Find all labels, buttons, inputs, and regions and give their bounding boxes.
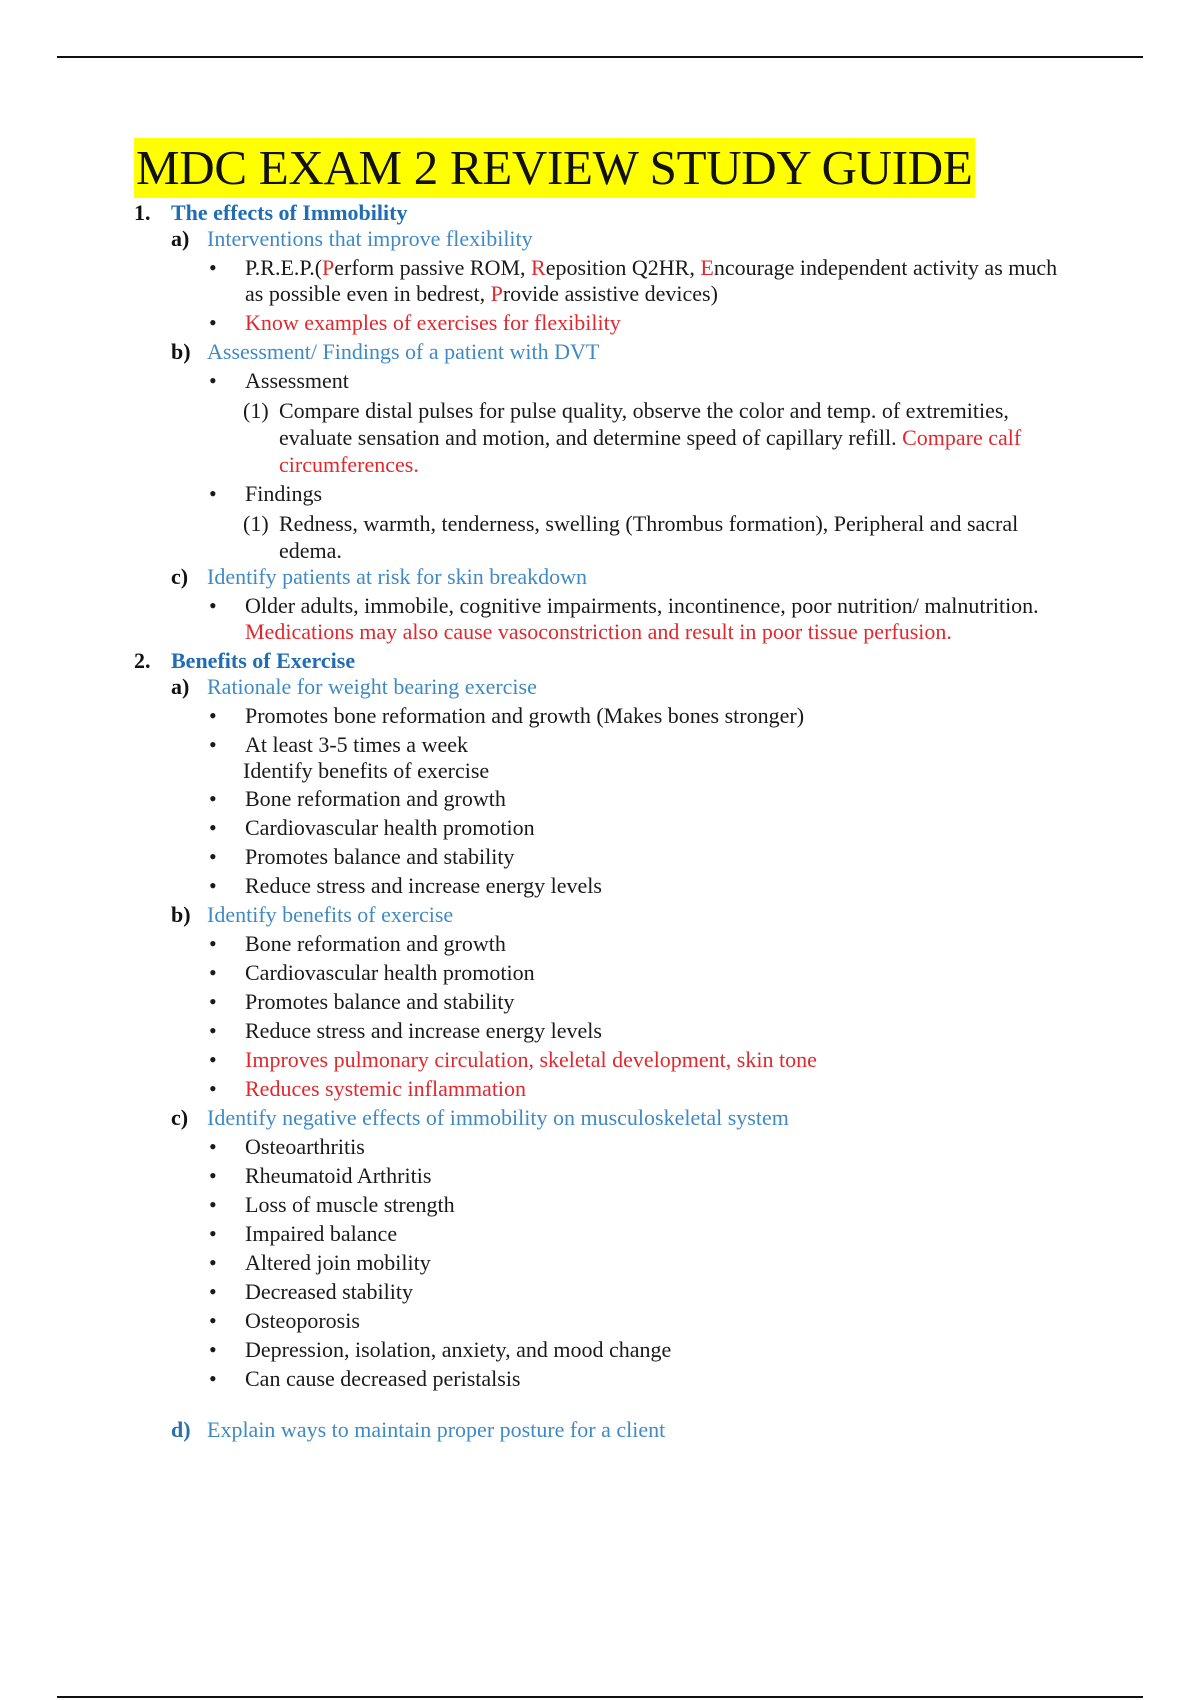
list-item-text: Promotes balance and stability	[245, 844, 515, 869]
bullet-icon: •	[209, 593, 217, 618]
bullet-icon: •	[209, 989, 217, 1014]
list-item	[207, 1192, 1074, 1218]
list-item	[207, 989, 1074, 1015]
item-number: (1)	[243, 398, 269, 423]
numbered-item	[243, 397, 1074, 478]
list-item	[207, 703, 1074, 729]
subsection-title: Identify negative effects of immobility on musculoskeletal system	[207, 1105, 789, 1130]
subsection-letter: d)	[171, 1417, 191, 1442]
bullet-icon: •	[209, 1337, 217, 1362]
bullet-icon: •	[209, 481, 217, 506]
list-item	[207, 1047, 1074, 1073]
list-item	[207, 786, 1074, 812]
bullet-icon: •	[209, 310, 217, 335]
subsection-title: Identify patients at risk for skin breakdown	[207, 564, 588, 589]
list-item-text: Cardiovascular health promotion	[245, 960, 535, 985]
spacer	[134, 1395, 1074, 1417]
prep-text: P.R.E.P.(Perform passive ROM, Reposition Q2HR, Encourage independent activity as much as possible even in bedrest, Provide assistive devices)	[245, 255, 1058, 306]
list-item-text: Can cause decreased peristalsis	[245, 1366, 521, 1391]
subsection-letter: c)	[171, 1105, 189, 1130]
subsection-letter: b)	[171, 339, 191, 364]
item-text: Redness, warmth, tenderness, swelling (Thrombus formation), Peripheral and sacral edema.	[279, 511, 1019, 563]
section-1-heading	[134, 200, 1074, 226]
bullet-icon: •	[209, 1308, 217, 1333]
list-item-text: Assessment	[245, 368, 349, 393]
list-item-text: Bone reformation and growth	[245, 786, 506, 811]
document-title: MDC EXAM 2 REVIEW STUDY GUIDE	[134, 138, 975, 198]
bullet-icon: •	[209, 931, 217, 956]
bullet-icon: •	[209, 786, 217, 811]
list-item	[207, 815, 1074, 841]
list-item-text: Osteoarthritis	[245, 1134, 365, 1159]
list-item	[207, 844, 1074, 870]
subsection-1c-heading	[171, 564, 1074, 590]
document-page	[134, 138, 1074, 1443]
list-item	[207, 1279, 1074, 1305]
bullet-icon: •	[209, 1076, 217, 1101]
list-item-text: Decreased stability	[245, 1279, 413, 1304]
list-item	[207, 1308, 1074, 1334]
list-item	[207, 732, 1074, 758]
subsection-1a-heading	[171, 226, 1074, 252]
bullet-list	[207, 368, 1074, 394]
bullet-icon: •	[209, 368, 217, 393]
section-2-heading	[134, 648, 1074, 674]
bullet-icon: •	[209, 1192, 217, 1217]
list-item-text: Promotes bone reformation and growth (Makes bones stronger)	[245, 703, 805, 728]
list-item-text: Know examples of exercises for flexibility	[245, 310, 621, 335]
bottom-rule	[57, 1696, 1143, 1698]
bullet-icon: •	[209, 1163, 217, 1188]
subsection-2b-heading	[171, 902, 1074, 928]
item-number: (1)	[243, 511, 269, 536]
list-item	[207, 960, 1074, 986]
section-number: 1.	[134, 200, 151, 225]
subsection-title: Interventions that improve flexibility	[207, 226, 533, 251]
bullet-list	[207, 1134, 1074, 1392]
bullet-icon: •	[209, 255, 217, 280]
bullet-icon: •	[209, 732, 217, 757]
section-number: 2.	[134, 648, 151, 673]
list-item-text: Osteoporosis	[245, 1308, 360, 1333]
subsection-title: Assessment/ Findings of a patient with DVT	[207, 339, 600, 364]
list-item	[207, 310, 1074, 336]
bullet-icon: •	[209, 873, 217, 898]
subsection-letter: a)	[171, 674, 190, 699]
list-item-text: Rheumatoid Arthritis	[245, 1163, 432, 1188]
bullet-icon: •	[209, 844, 217, 869]
list-item	[207, 1366, 1074, 1392]
bullet-icon: •	[209, 1366, 217, 1391]
subsection-letter: a)	[171, 226, 190, 251]
subsection-letter: b)	[171, 902, 191, 927]
bullet-icon: •	[209, 960, 217, 985]
bullet-list	[207, 593, 1074, 645]
bullet-list	[207, 931, 1074, 1102]
list-item-text: Promotes balance and stability	[245, 989, 515, 1014]
list-item-text: Depression, isolation, anxiety, and mood change	[245, 1337, 672, 1362]
section-title: Benefits of Exercise	[171, 648, 356, 673]
bullet-icon: •	[209, 1047, 217, 1072]
list-item	[207, 1018, 1074, 1044]
list-item	[207, 1076, 1074, 1102]
list-item	[207, 931, 1074, 957]
item-text: Compare distal pulses for pulse quality, observe the color and temp. of extremities, evaluate sensation and motion, and determine speed of capillary refill. Compare calf circumferences.	[279, 398, 1022, 477]
bullet-list	[207, 481, 1074, 507]
list-item	[207, 1134, 1074, 1160]
list-item-text: Altered join mobility	[245, 1250, 431, 1275]
subsection-2a-heading	[171, 674, 1074, 700]
bullet-icon: •	[209, 1279, 217, 1304]
subsection-letter: c)	[171, 564, 189, 589]
list-item-text: Improves pulmonary circulation, skeletal development, skin tone	[245, 1047, 817, 1072]
bullet-icon: •	[209, 1134, 217, 1159]
list-item	[207, 1221, 1074, 1247]
list-item-text: At least 3-5 times a week	[245, 732, 468, 757]
list-item-text: Findings	[245, 481, 323, 506]
subsection-title: Identify benefits of exercise	[207, 902, 454, 927]
subsection-title: Rationale for weight bearing exercise	[207, 674, 537, 699]
list-item-text: Bone reformation and growth	[245, 931, 506, 956]
list-item	[207, 873, 1074, 899]
bullet-icon: •	[209, 703, 217, 728]
list-item-text: Loss of muscle strength	[245, 1192, 455, 1217]
bullet-list	[207, 703, 1074, 758]
subsection-2c-heading	[171, 1105, 1074, 1131]
bullet-list	[207, 786, 1074, 899]
list-item	[207, 1163, 1074, 1189]
list-item-text: Reduce stress and increase energy levels	[245, 873, 602, 898]
numbered-item	[243, 510, 1074, 564]
bullet-icon: •	[209, 1221, 217, 1246]
subsection-1b-heading	[171, 339, 1074, 365]
list-item	[207, 481, 1074, 507]
plain-text-line: Identify benefits of exercise	[243, 758, 490, 783]
list-item	[207, 255, 1074, 307]
list-item	[207, 368, 1074, 394]
list-item	[207, 1337, 1074, 1363]
bullet-icon: •	[209, 1018, 217, 1043]
list-item-text: Impaired balance	[245, 1221, 398, 1246]
bullet-icon: •	[209, 815, 217, 840]
list-item-text: Cardiovascular health promotion	[245, 815, 535, 840]
list-item	[207, 1250, 1074, 1276]
list-item-text: Reduce stress and increase energy levels	[245, 1018, 602, 1043]
bullet-list	[207, 255, 1074, 336]
section-title: The effects of Immobility	[171, 200, 408, 225]
top-rule	[57, 56, 1143, 58]
list-item-text: Reduces systemic inflammation	[245, 1076, 527, 1101]
subsection-title: Explain ways to maintain proper posture for a client	[207, 1417, 666, 1442]
list-item	[207, 593, 1074, 645]
subsection-2d-heading	[171, 1417, 1074, 1443]
list-item-text: Older adults, immobile, cognitive impairments, incontinence, poor nutrition/ malnutrition. Medications may also cause vasoconstriction and result in poor tissue perfusion.	[245, 593, 1039, 644]
bullet-icon: •	[209, 1250, 217, 1275]
